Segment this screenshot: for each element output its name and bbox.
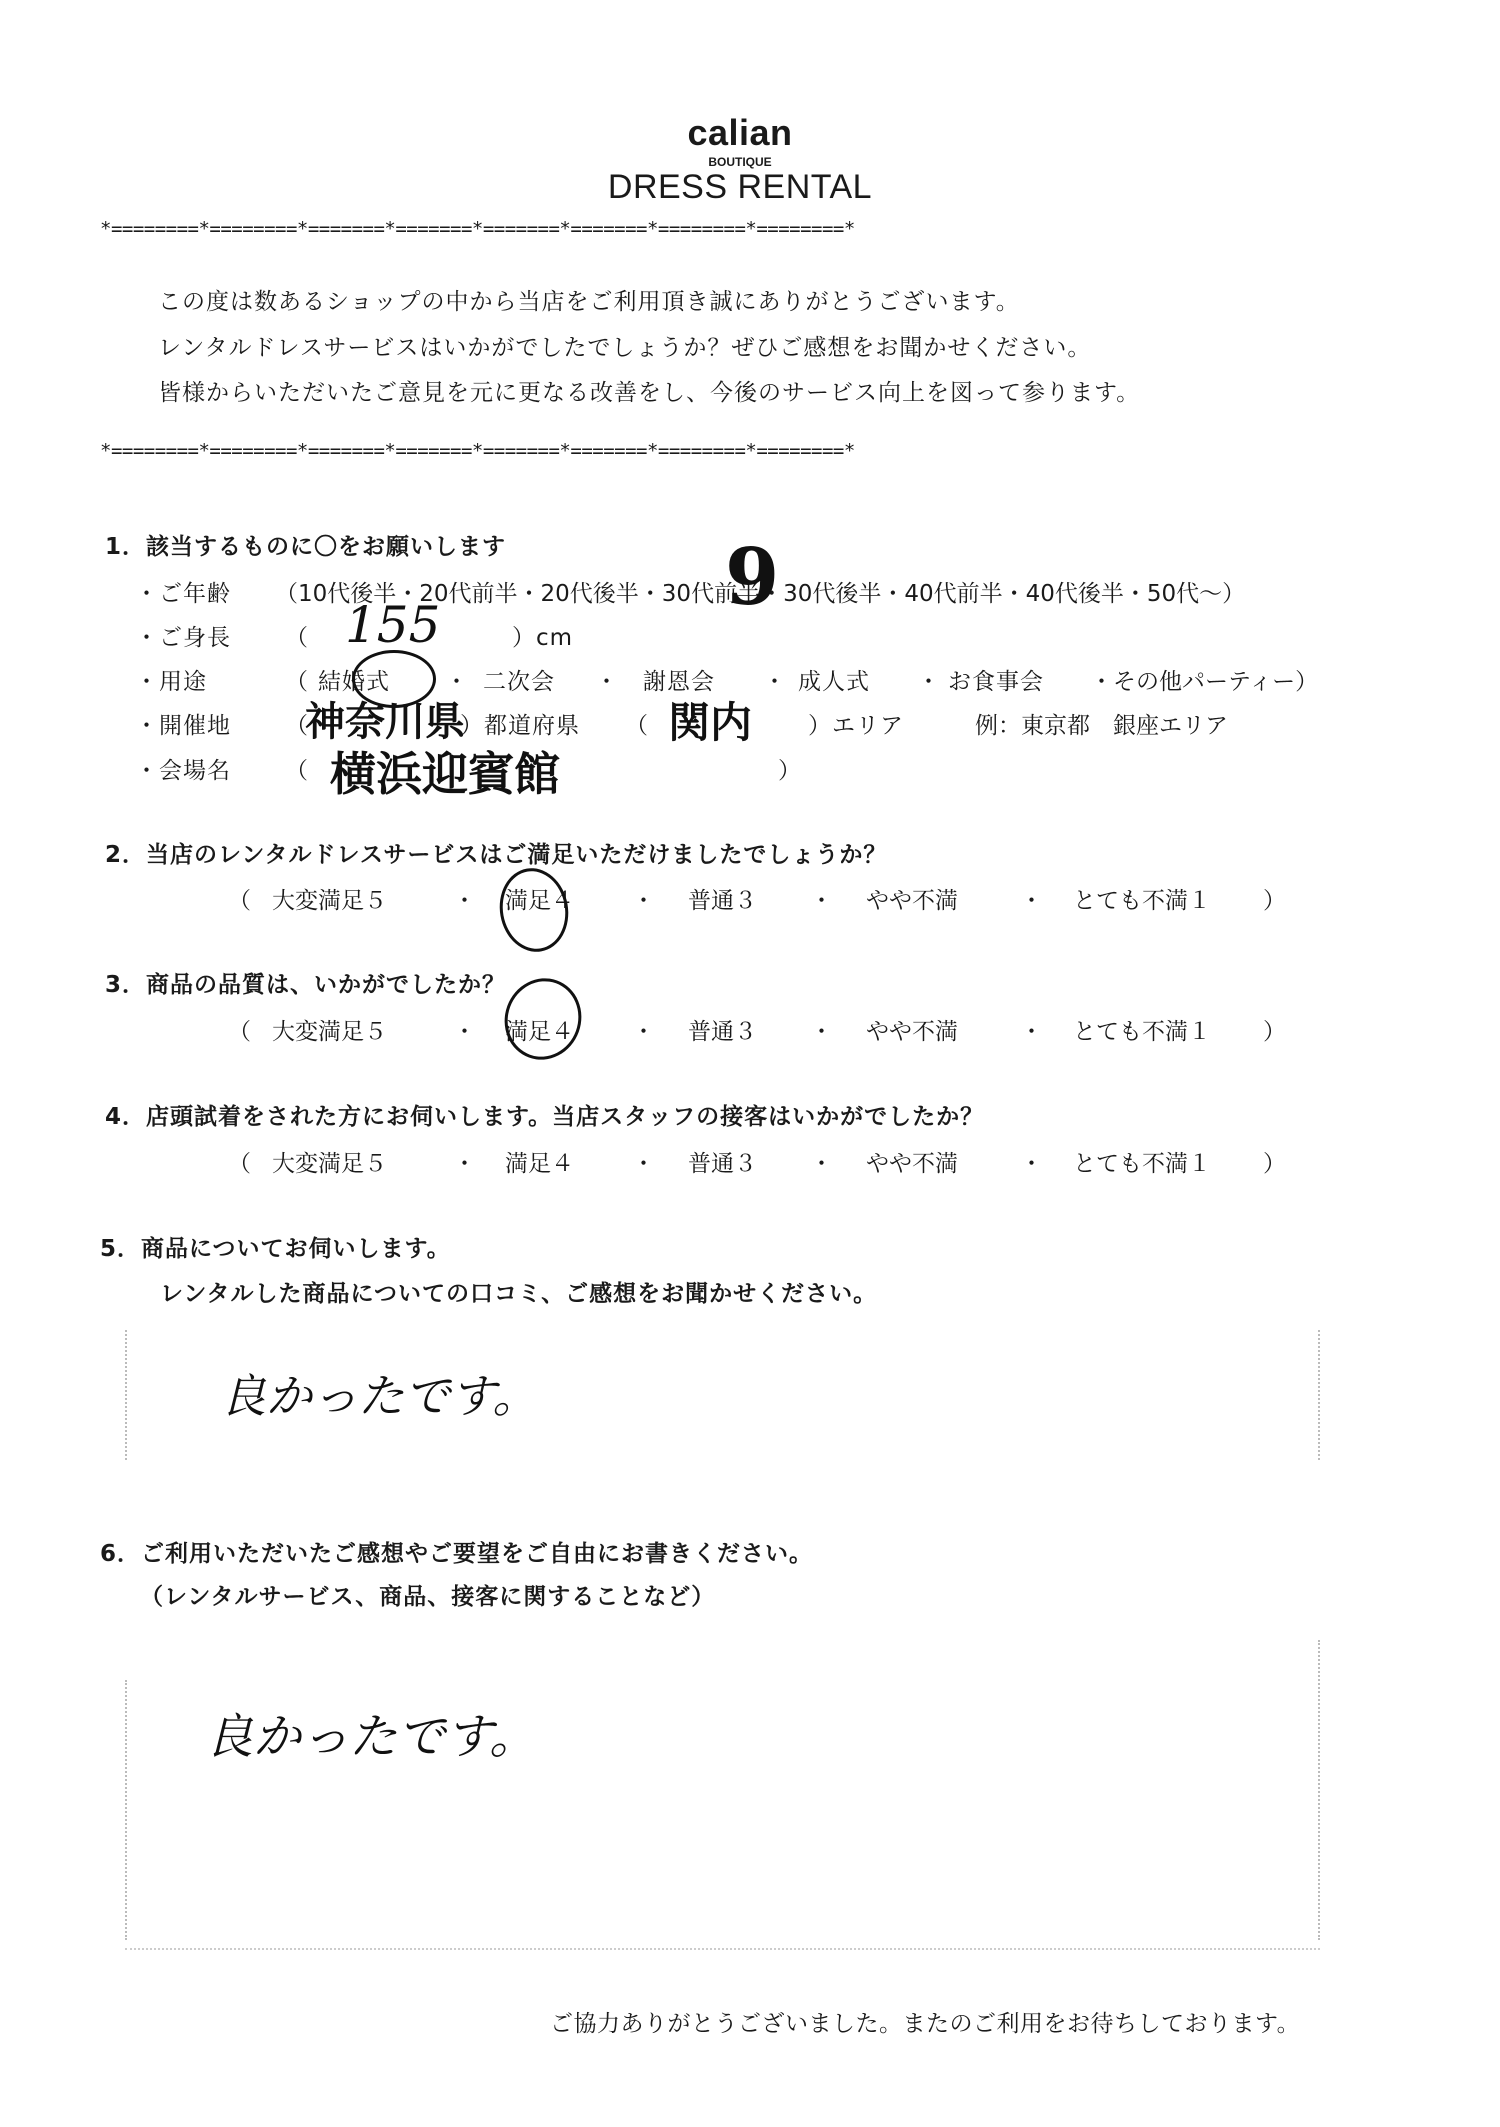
q2-option-1: とても不満１ xyxy=(1073,888,1211,914)
q3-option-1: とても不満１ xyxy=(1073,1019,1211,1045)
q6-answer: 良かったです。 xyxy=(205,1709,538,1765)
q2-option-2: やや不満 xyxy=(866,888,958,914)
q1-title: 1．該当するものに〇をお願いします xyxy=(105,534,507,560)
divider-bottom: *========*========*=======*=======*=======*=======*========*========* xyxy=(100,440,855,462)
intro-line-3: 皆様からいただいたご意見を元に更なる改善をし、今後のサービス向上を図って参ります。 xyxy=(158,380,1141,406)
q4-option-5: 大変満足５ xyxy=(272,1151,387,1177)
q2-selected-circle xyxy=(493,863,575,958)
intro-line-1: この度は数あるショップの中から当店をご利用頂き誠にありがとうございます。 xyxy=(158,289,1020,315)
q2-sep-1: ・ xyxy=(453,888,476,914)
q5-answer: 良かったです。 xyxy=(220,1369,539,1423)
q6-box-right-edge xyxy=(1318,1640,1320,1940)
venue-area-label: ・開催地 xyxy=(135,713,231,739)
q6-title: 6．ご利用いただいたご感想やご要望をご自由にお書きください。 xyxy=(100,1541,814,1567)
brand-sub: BOUTIQUE xyxy=(708,155,772,169)
brand-logo: calian xyxy=(687,112,793,153)
area-suffix: ）エリア xyxy=(808,713,904,739)
q3-selected-circle xyxy=(493,967,592,1070)
q3-title: 3．商品の品質は、いかがでしたか？ xyxy=(105,972,507,998)
q4-option-4: 満足４ xyxy=(505,1151,574,1177)
purpose-sep-1: ・ xyxy=(445,669,469,695)
q3-sep-3: ・ xyxy=(810,1019,833,1045)
q3-close: ） xyxy=(1263,1019,1286,1045)
height-open: （ xyxy=(285,625,309,651)
purpose-afterparty: 二次会 xyxy=(483,669,555,695)
q3-option-2: やや不満 xyxy=(866,1019,958,1045)
q4-sep-2: ・ xyxy=(632,1151,655,1177)
purpose-thanks-party: 謝恩会 xyxy=(643,669,715,695)
purpose-open: （ xyxy=(285,669,309,695)
q2-sep-3: ・ xyxy=(810,888,833,914)
q3-sep-1: ・ xyxy=(453,1019,476,1045)
height-label: ・ご身長 xyxy=(135,625,231,651)
q6-box-left-edge xyxy=(125,1680,127,1940)
q5-subtitle: レンタルした商品についての口コミ、ご感想をお聞かせください。 xyxy=(160,1281,878,1307)
area-open: （ xyxy=(625,713,649,739)
pref-open: （ xyxy=(285,713,309,739)
q3-option-4: 満足４ xyxy=(505,1019,574,1045)
venue-open: （ xyxy=(285,758,309,784)
q5-title: 5．商品についてお伺いします。 xyxy=(100,1236,451,1262)
venue-label: ・会場名 xyxy=(135,758,231,784)
q2-option-5: 大変満足５ xyxy=(272,888,387,914)
divider-top: *========*========*=======*=======*=======*=======*========*========* xyxy=(100,218,855,240)
purpose-other: ・その他パーティー） xyxy=(1090,669,1319,695)
q4-rating-row xyxy=(0,1145,1500,1185)
service-title: DRESS RENTAL xyxy=(607,168,873,206)
q4-sep-3: ・ xyxy=(810,1151,833,1177)
q4-title: 4．店頭試着をされた方にお伺いします。当店スタッフの接客はいかがでしたか？ xyxy=(105,1104,985,1130)
q4-sep-1: ・ xyxy=(453,1151,476,1177)
q3-sep-4: ・ xyxy=(1020,1019,1043,1045)
q3-sep-2: ・ xyxy=(632,1019,655,1045)
age-label: ・ご年齢 xyxy=(135,581,231,607)
height-value: 155 xyxy=(345,596,441,654)
q5-box-left-edge xyxy=(125,1330,127,1460)
q3-option-3: 普通３ xyxy=(688,1019,757,1045)
q2-sep-4: ・ xyxy=(1020,888,1043,914)
venue-close: ） xyxy=(778,758,802,784)
purpose-dinner: お食事会 xyxy=(948,669,1044,695)
q3-option-5: 大変満足５ xyxy=(272,1019,387,1045)
purpose-coming-of-age: 成人式 xyxy=(798,669,870,695)
purpose-label: ・用途 xyxy=(135,669,207,695)
q4-option-1: とても不満１ xyxy=(1073,1151,1211,1177)
q3-rating-row xyxy=(0,1013,1500,1053)
age-handwritten-mark: 9 xyxy=(725,532,780,623)
q4-close: ） xyxy=(1263,1151,1286,1177)
height-unit: ）cm xyxy=(512,625,574,651)
q2-title: 2．当店のレンタルドレスサービスはご満足いただけましたでしょうか？ xyxy=(105,842,888,868)
area-example: 例：東京都 銀座エリア xyxy=(975,713,1228,739)
purpose-wedding: 結婚式 xyxy=(318,669,390,695)
area-value: 関内 xyxy=(668,698,753,747)
q4-open: （ xyxy=(228,1151,251,1177)
prefecture-value: 神奈川県 xyxy=(305,698,465,745)
purpose-sep-4: ・ xyxy=(917,669,941,695)
pref-suffix: ）都道府県 xyxy=(460,713,580,739)
purpose-sep-2: ・ xyxy=(595,669,619,695)
q6-box-bottom-edge xyxy=(125,1948,1320,1950)
q4-option-3: 普通３ xyxy=(688,1151,757,1177)
q2-open: （ xyxy=(228,888,251,914)
q2-rating-row xyxy=(0,882,1500,922)
q2-sep-2: ・ xyxy=(632,888,655,914)
q2-option-4: 満足４ xyxy=(505,888,574,914)
q2-close: ） xyxy=(1263,888,1286,914)
q4-sep-4: ・ xyxy=(1020,1151,1043,1177)
venue-value: 横浜迎賓館 xyxy=(330,747,560,801)
q2-option-3: 普通３ xyxy=(688,888,757,914)
age-options: （10代後半・20代前半・20代後半・30代前半・30代後半・40代前半・40代後半・50代～） xyxy=(275,581,1246,607)
intro-line-2: レンタルドレスサービスはいかがでしたでしょうか？ぜひご感想をお聞かせください。 xyxy=(158,335,1092,361)
purpose-sep-3: ・ xyxy=(763,669,787,695)
footer-thanks: ご協力ありがとうございました。またのご利用をお待ちしております。 xyxy=(550,2011,1301,2037)
q5-box-right-edge xyxy=(1318,1330,1320,1460)
q6-subtitle: （レンタルサービス、商品、接客に関することなど） xyxy=(140,1584,716,1610)
q4-option-2: やや不満 xyxy=(866,1151,958,1177)
q3-open: （ xyxy=(228,1019,251,1045)
